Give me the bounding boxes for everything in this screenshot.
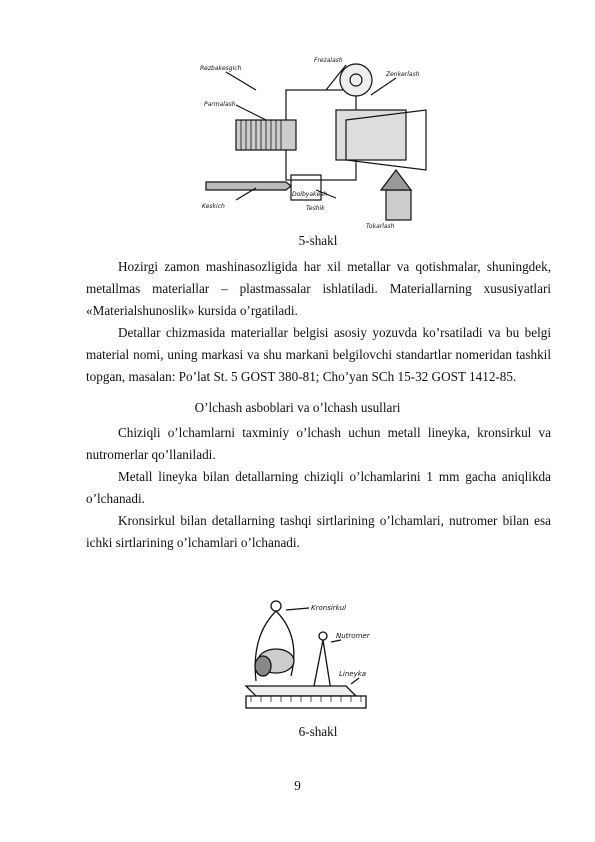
fig6-label-kronsirkul: Kronsirkul bbox=[311, 604, 347, 612]
fig5-label-3: Frezalash bbox=[314, 57, 343, 64]
page-number: 9 bbox=[294, 778, 301, 793]
figure-5-caption: 5-shakl bbox=[298, 233, 338, 248]
paragraph-materials: Hozirgi zamon mashinasozligida har xil metallar va qotishmalar, shuningdek, metallmas materiallar – plastmassalar ishlatiladi. Materiallarning xususiyatlari «Materialshunoslik» kursida o’rgatiladi. bbox=[86, 259, 551, 318]
fig6-label-lineyka: Lineyka bbox=[339, 670, 367, 678]
paragraph-ruler: Metall lineyka bilan detallarning chiziqli o’lchamlarini 1 mm gacha aniqlikda o’lchanadi. bbox=[86, 469, 551, 506]
section-heading: O’lchash asboblari va o’lchash usullari bbox=[194, 400, 401, 415]
fig5-label-4: Zenkerlash bbox=[386, 71, 420, 78]
figure-6-measuring-tools bbox=[241, 596, 370, 720]
fig5-label-6: Teshik bbox=[306, 205, 325, 212]
paragraph-material-designation: Detallar chizmasida materiallar belgisi asosiy yozuvda ko’rsatiladi va bu belgi material nomi, uning markasi va shu markani belgilovchi standartlar nomeridan tashkil topgan, masalan: Po’lat St. 5 GOST 380-81; Cho’yan SCh 15-32 GOST 1412-85. bbox=[86, 325, 551, 384]
fig5-label-7: Dolbyakesh bbox=[292, 191, 328, 198]
fig5-label-8: Tokarlash bbox=[366, 223, 395, 230]
figure-5-lathe-tools bbox=[196, 50, 444, 232]
paragraph-caliper: Kronsirkul bilan detallarning tashqi sirtlarining o’lchamlari, nutromer bilan esa ichki sirtlarining o’lchamlari o’lchanadi. bbox=[86, 513, 551, 550]
fig6-label-nutromer: Nutromer bbox=[336, 632, 370, 640]
fig5-label-2: Parmalash bbox=[204, 101, 236, 108]
paragraph-measuring-tools: Chiziqli o’lchamlarni taxminiy o’lchash uchun metall lineyka, kronsirkul va nutromerlar qo’llaniladi. bbox=[86, 425, 551, 462]
fig5-label-1: Rezbakesgich bbox=[200, 65, 242, 72]
fig5-label-5: Keskich bbox=[202, 203, 225, 210]
figure-6-caption: 6-shakl bbox=[298, 724, 338, 739]
